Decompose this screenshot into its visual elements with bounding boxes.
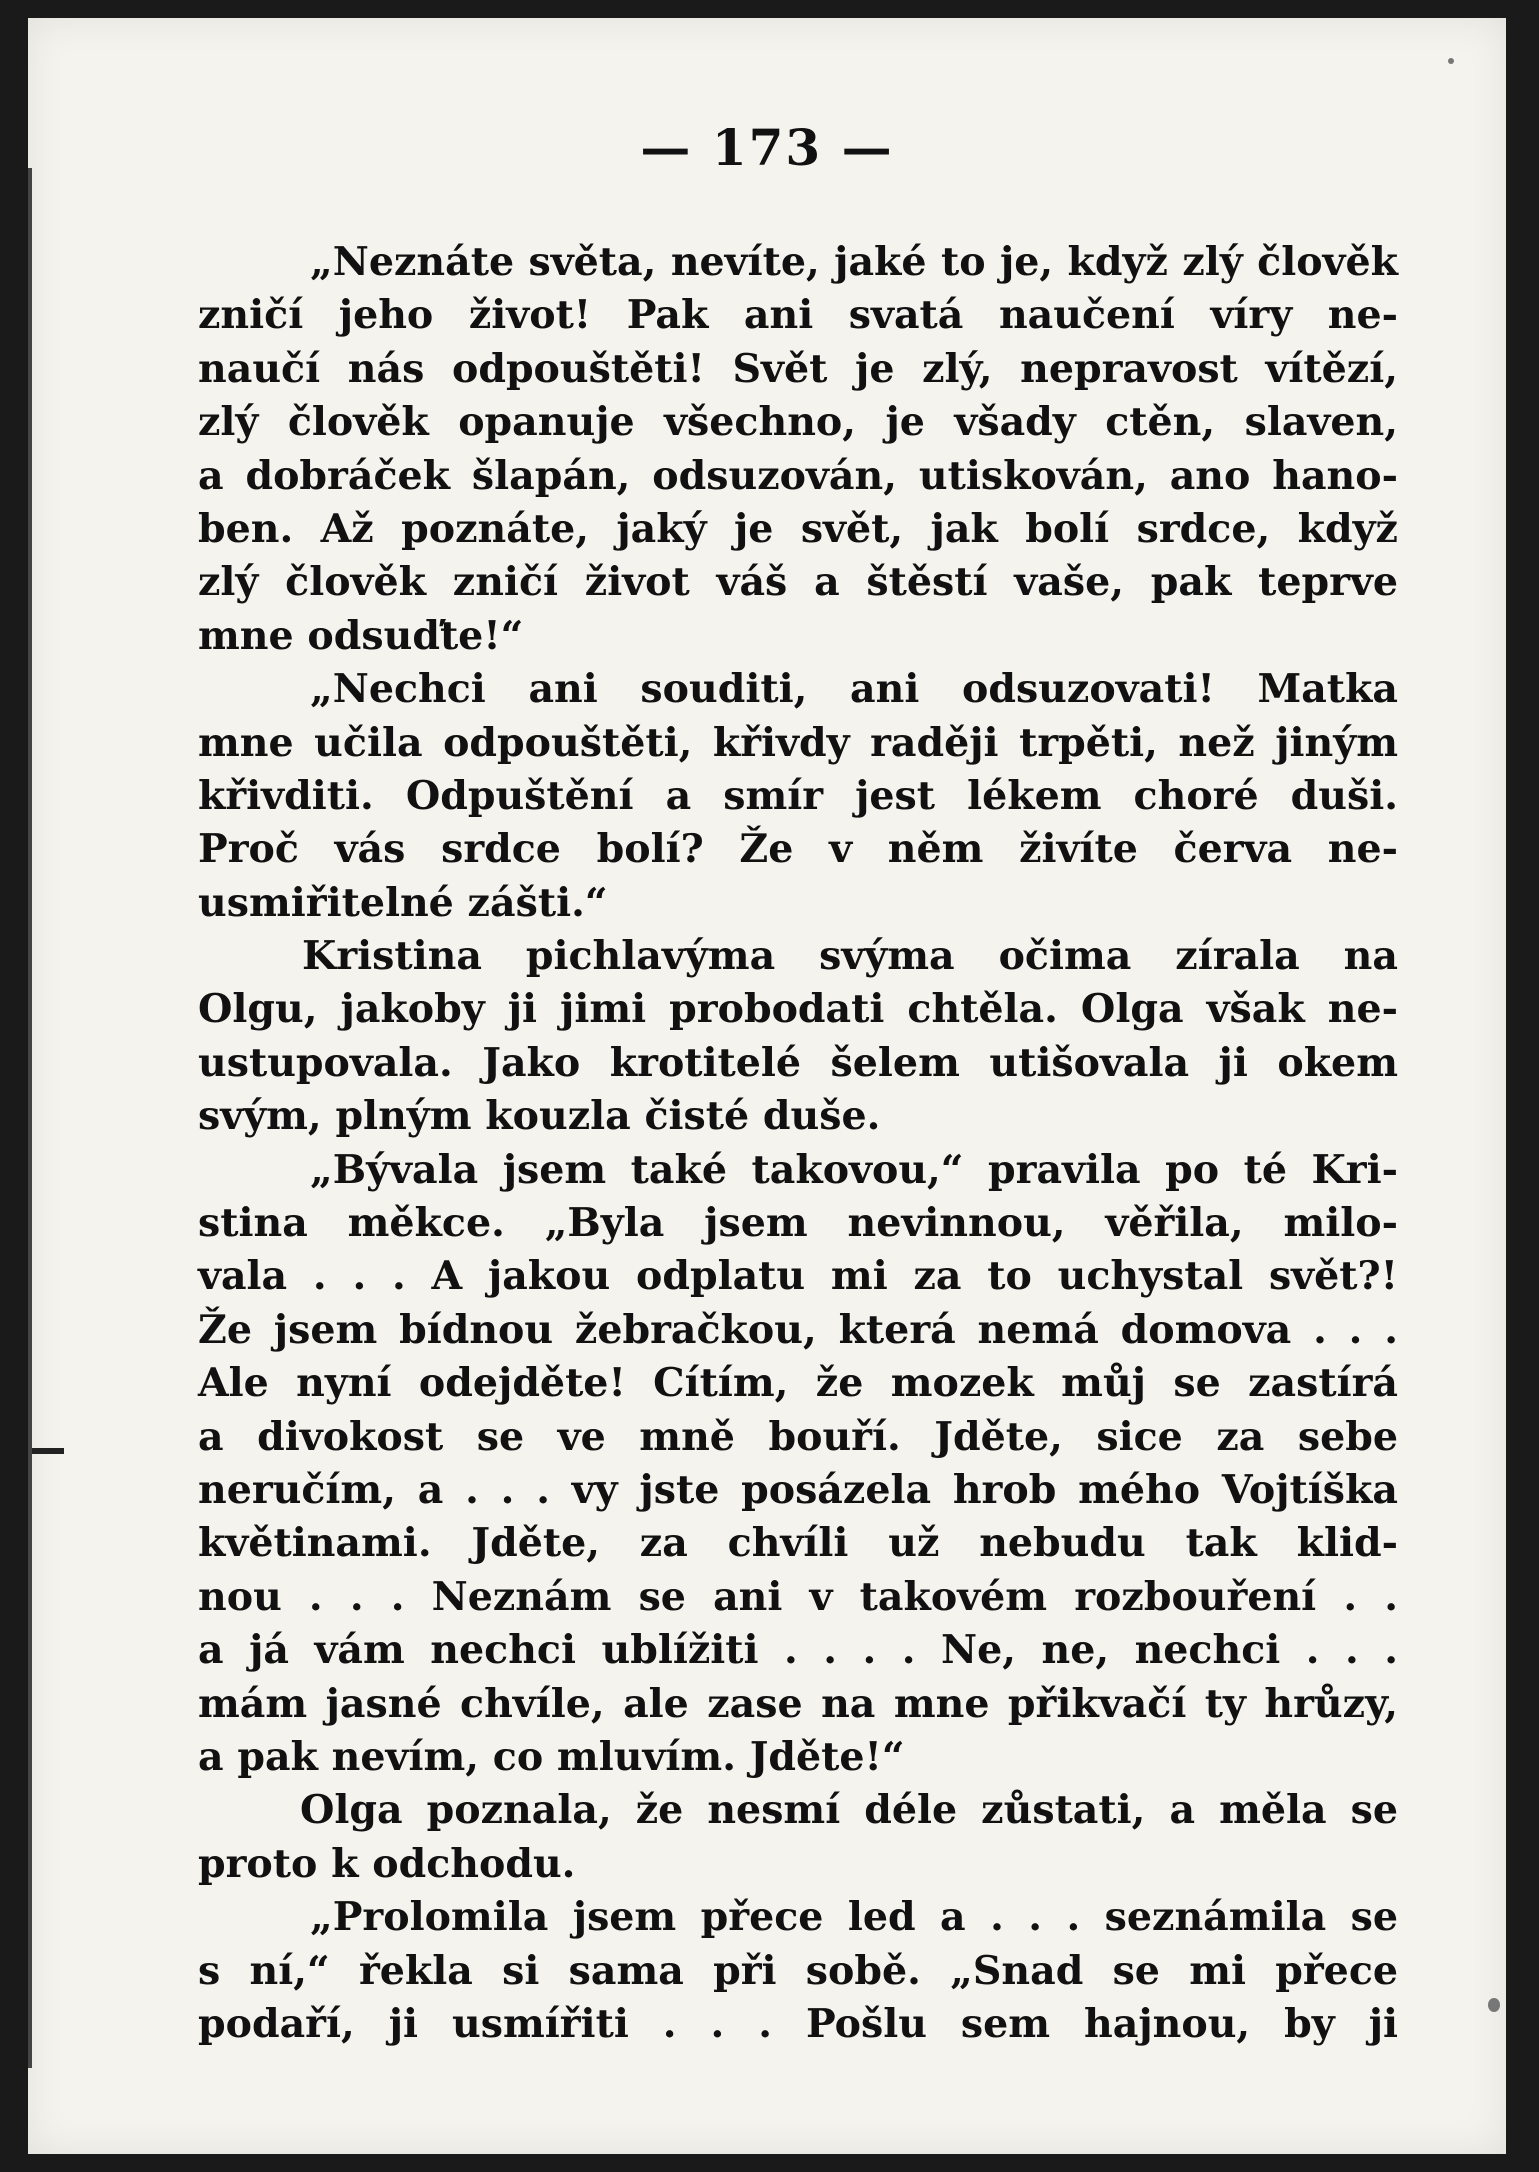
text-line: křivditi. Odpuštění a smír jest lékem choré duši. xyxy=(198,772,1398,819)
gutter-edge-mark xyxy=(28,1448,64,1454)
text-line: stina měkce. „Byla jsem nevinnou, věřila, milo- xyxy=(198,1200,1398,1247)
text-line: Olga poznala, že nesmí déle zůstati, a měla se xyxy=(300,1787,1398,1834)
text-line: zničí jeho život! Pak ani svatá naučení víry ne- xyxy=(198,292,1398,339)
text-line: zlý člověk zničí život váš a štěstí vaše, pak teprve xyxy=(198,559,1398,606)
text-line: mám jasné chvíle, ale zase na mne přikvačí ty hrůzy, xyxy=(198,1680,1398,1727)
book-page xyxy=(28,18,1506,2154)
paper-speck xyxy=(1488,1998,1500,2012)
paper-speck xyxy=(1448,58,1454,64)
gutter-edge-line xyxy=(28,168,32,2068)
text-line: neručím, a . . . vy jste posázela hrob mého Vojtíška xyxy=(198,1466,1398,1513)
text-line: „Nechci ani souditi, ani odsuzovati! Matka xyxy=(310,666,1398,713)
text-line: naučí nás odpouštěti! Svět je zlý, nepravost vítězí, xyxy=(198,345,1398,392)
text-line: ben. Až poznáte, jaký je svět, jak bolí srdce, když xyxy=(198,505,1398,552)
text-line: ustupovala. Jako krotitelé šelem utišovala ji okem xyxy=(198,1039,1398,1086)
text-line: nou . . . Neznám se ani v takovém rozbouření . . xyxy=(198,1573,1398,1620)
text-line: a já vám nechci ublížiti . . . . Ne, ne, nechci . . . xyxy=(198,1627,1398,1674)
text-line: mne učila odpouštěti, křivdy raději trpěti, než jiným xyxy=(198,719,1398,766)
page-number: — 173 — xyxy=(640,118,894,177)
text-line: proto k odchodu. xyxy=(198,1840,576,1887)
text-line: usmiřitelné zášti.“ xyxy=(198,879,608,926)
text-line: s ní,“ řekla si sama při sobě. „Snad se mi přece xyxy=(198,1947,1398,1994)
text-line: „Neznáte světa, nevíte, jaké to je, když zlý člověk xyxy=(310,239,1398,285)
text-line: a pak nevím, co mluvím. Jděte!“ xyxy=(198,1733,905,1780)
text-line: Olgu, jakoby ji jimi probodati chtěla. Olga však ne- xyxy=(198,986,1398,1033)
text-line: „Prolomila jsem přece led a . . . seznámila se xyxy=(310,1894,1398,1941)
text-line: mne odsuďte!“ xyxy=(198,612,524,659)
text-line: Proč vás srdce bolí? Že v něm živíte červa ne- xyxy=(198,826,1398,873)
text-line: a divokost se ve mně bouří. Jděte, sice za sebe xyxy=(198,1413,1398,1460)
page-text xyxy=(198,236,1398,2051)
text-line: zlý člověk opanuje všechno, je všady ctěn, slaven, xyxy=(198,399,1398,446)
text-line: Kristina pichlavýma svýma očima zírala na xyxy=(302,933,1398,980)
text-line: Ale nyní odejděte! Cítím, že mozek můj se zastírá xyxy=(198,1360,1398,1407)
text-line: vala . . . A jakou odplatu mi za to uchystal svět?! xyxy=(198,1253,1398,1300)
text-line: „Bývala jsem také takovou,“ pravila po té Kri- xyxy=(310,1146,1398,1193)
text-line: Že jsem bídnou žebračkou, která nemá domova . . . xyxy=(198,1306,1398,1353)
text-line: a dobráček šlapán, odsuzován, utiskován, ano hano- xyxy=(198,452,1398,499)
text-line: podaří, ji usmířiti . . . Pošlu sem hajnou, by ji xyxy=(198,2000,1398,2047)
text-line: svým, plným kouzla čisté duše. xyxy=(198,1093,881,1140)
text-line: květinami. Jděte, za chvíli už nebudu tak klid- xyxy=(198,1520,1398,1567)
